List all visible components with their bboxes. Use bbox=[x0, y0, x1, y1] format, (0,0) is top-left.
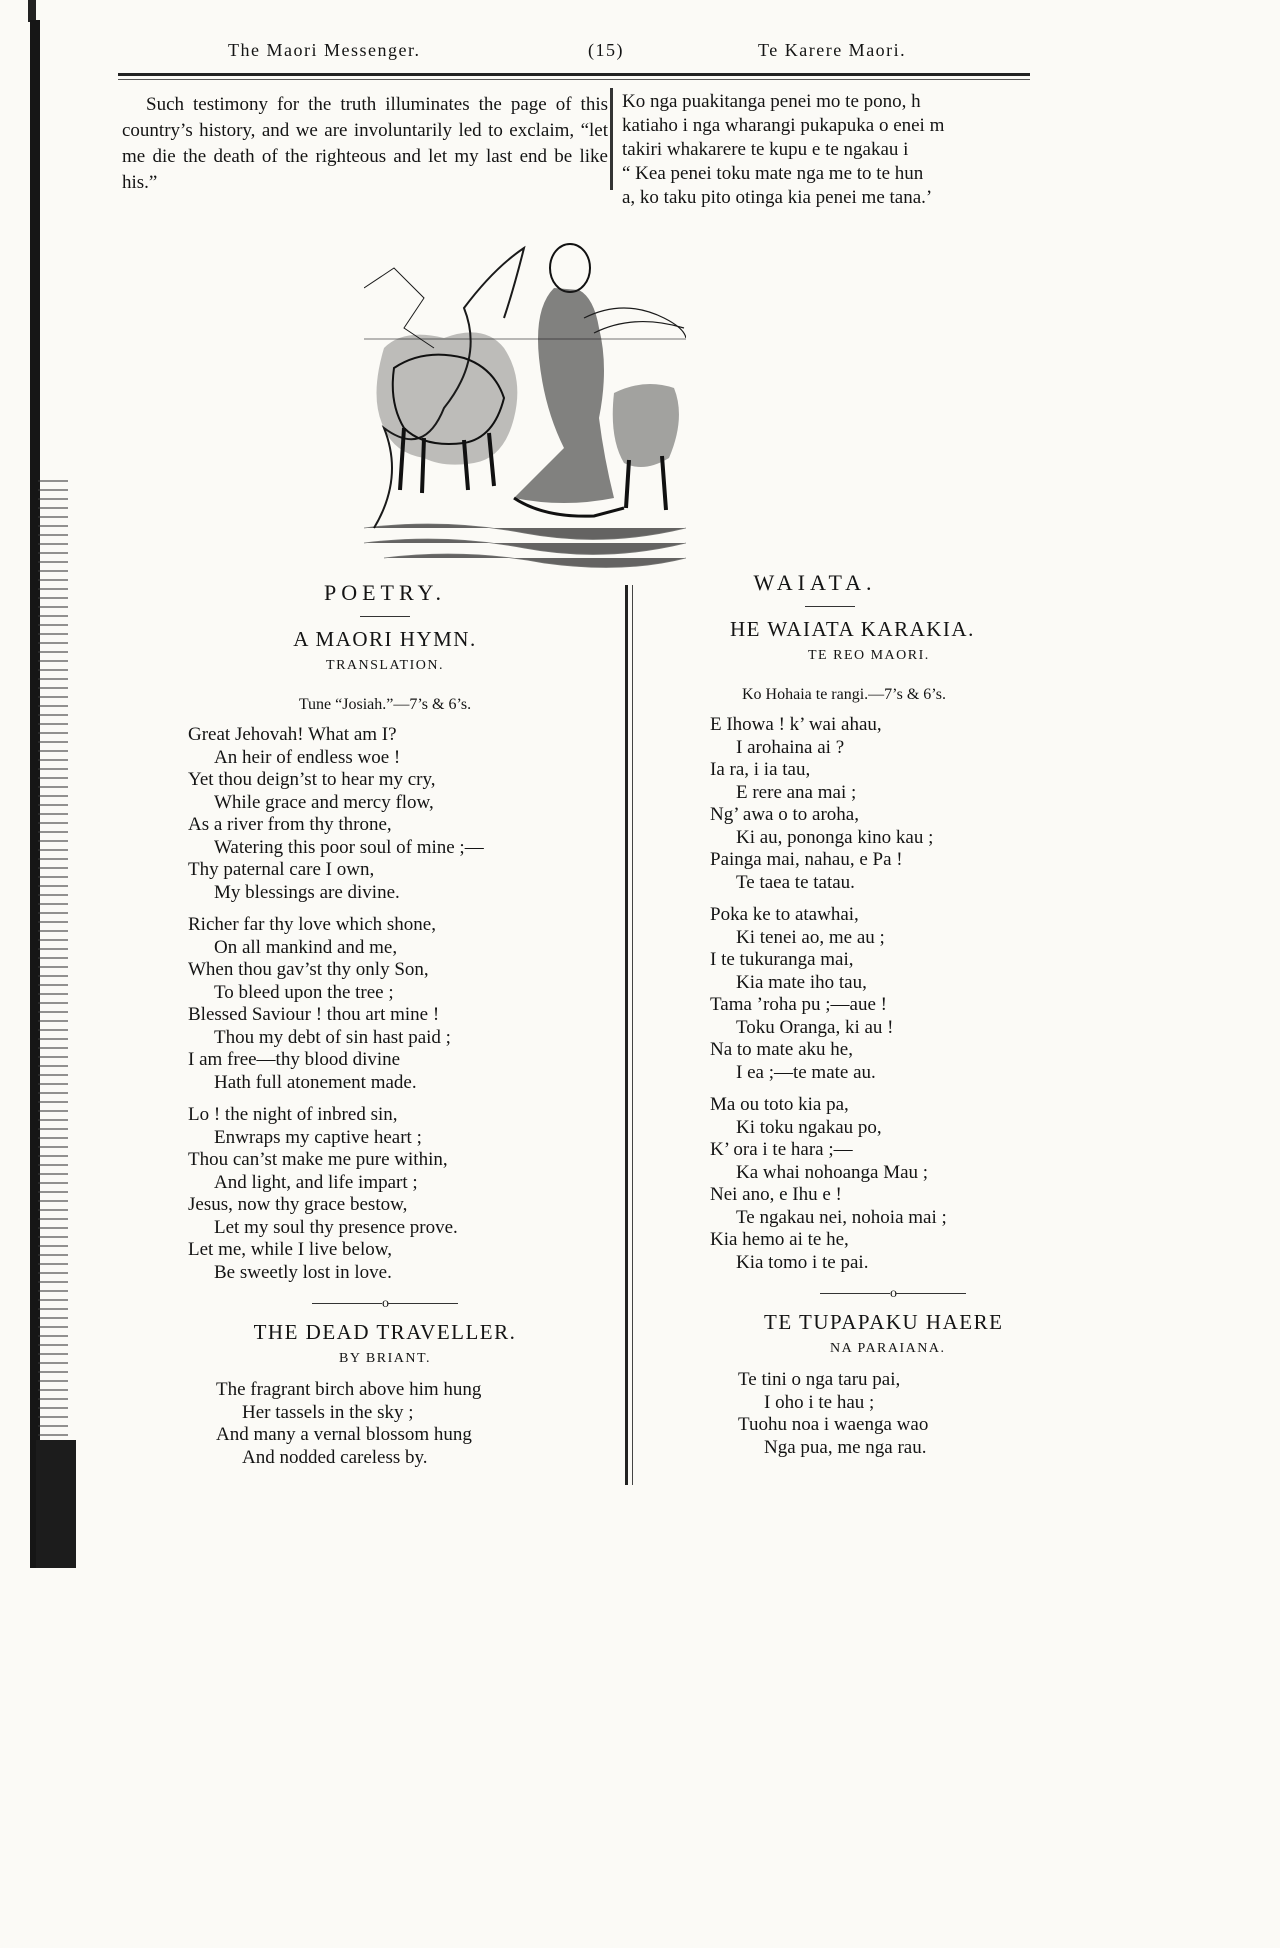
verse-line: To bleed upon the tree ; bbox=[214, 981, 394, 1003]
verse-line: An heir of endless woe ! bbox=[214, 746, 401, 768]
verse-line: Kia mate iho tau, bbox=[736, 971, 867, 993]
verse-line: Poka ke to atawhai, bbox=[710, 904, 859, 925]
verse-line: When thou gav’st thy only Son, bbox=[188, 959, 429, 980]
header-rule-thin bbox=[118, 79, 1030, 80]
poem-line: And many a vernal blossom hung bbox=[216, 1424, 472, 1445]
header-english-title: The Maori Messenger. bbox=[228, 40, 421, 60]
verse-line: I am free—thy blood divine bbox=[188, 1049, 401, 1070]
stanza bbox=[710, 904, 1030, 1084]
page-binding-edge bbox=[0, 0, 68, 1568]
hymn-subtitle-english: TRANSLATION. bbox=[326, 658, 444, 673]
verse-line: Kia hemo ai te he, bbox=[710, 1229, 849, 1250]
verse-line: Painga mai, nahau, e Pa ! bbox=[710, 849, 903, 870]
verse-line: Te ngakau nei, nohoia mai ; bbox=[736, 1206, 947, 1228]
verse-line: Nei ano, e Ihu e ! bbox=[710, 1184, 842, 1205]
stanza bbox=[188, 724, 610, 904]
verse-line: Tama ’roha pu ;—aue ! bbox=[710, 994, 887, 1015]
verse-line: I arohaina ai ? bbox=[736, 736, 845, 758]
verse-line: Thou my debt of sin hast paid ; bbox=[214, 1026, 451, 1048]
poem-line: I oho i te hau ; bbox=[764, 1391, 875, 1413]
running-header bbox=[120, 40, 1030, 72]
stanza bbox=[216, 1379, 610, 1469]
verse-line: Toku Oranga, ki au ! bbox=[736, 1016, 894, 1038]
verse-line: Kia tomo i te pai. bbox=[736, 1251, 869, 1273]
stanza bbox=[710, 1094, 1030, 1274]
verse-line: While grace and mercy flow, bbox=[214, 791, 434, 813]
short-rule bbox=[360, 616, 410, 617]
verse-line: E Ihowa ! k’ wai ahau, bbox=[710, 714, 882, 735]
hymn-title-maori: HE WAIATA KARAKIA. bbox=[730, 617, 975, 641]
verse-line: Te taea te tatau. bbox=[736, 871, 855, 893]
poem-line: And nodded careless by. bbox=[242, 1446, 428, 1468]
stanza bbox=[188, 1104, 610, 1284]
verse-line: I ea ;—te mate au. bbox=[736, 1061, 876, 1083]
verse-line: Let my soul thy presence prove. bbox=[214, 1216, 458, 1238]
verse-line: E rere ana mai ; bbox=[736, 781, 857, 803]
verse-line: Let me, while I live below, bbox=[188, 1239, 393, 1260]
verse-line: Enwraps my captive heart ; bbox=[214, 1126, 422, 1148]
poem-byline-maori: NA PARAIANA. bbox=[830, 1341, 946, 1356]
verse-line: Watering this poor soul of mine ;— bbox=[214, 836, 484, 858]
poem-lines-maori bbox=[738, 1369, 1030, 1459]
intro-paragraph-english: Such testimony for the truth illuminates the page of this country’s history, and we are involuntarily led to exclaim, “let me die the death of the righteous and let my last end be like his.” bbox=[122, 94, 608, 193]
verse-line: Hath full atonement made. bbox=[214, 1071, 417, 1093]
verse-line: Be sweetly lost in love. bbox=[214, 1261, 392, 1283]
verse-line: And light, and life impart ; bbox=[214, 1171, 418, 1193]
poem-line: The fragrant birch above him hung bbox=[216, 1379, 482, 1400]
column-divider-top bbox=[610, 88, 613, 190]
verse-line: Thy paternal care I own, bbox=[188, 859, 375, 880]
column-divider bbox=[625, 585, 628, 1485]
verse-line: On all mankind and me, bbox=[214, 936, 398, 958]
hymn-verses-english bbox=[188, 724, 610, 1284]
verse-line: I te tukuranga mai, bbox=[710, 949, 854, 970]
short-rule bbox=[805, 606, 855, 607]
intro-maori-line: takiri whakarere te kupu e te ngakau i bbox=[622, 139, 909, 160]
verse-line: Ka whai nohoanga Mau ; bbox=[736, 1161, 929, 1183]
verse-line: Great Jehovah! What am I? bbox=[188, 724, 397, 745]
hymn-title-english: A MAORI HYMN. bbox=[293, 627, 477, 651]
hymn-subtitle-maori: TE REO MAORI. bbox=[808, 648, 930, 663]
separator-maori: o bbox=[820, 1286, 1030, 1302]
verse-line: As a river from thy throne, bbox=[188, 814, 392, 835]
stanza bbox=[738, 1369, 1030, 1459]
intro-maori-line: a, ko taku pito otinga kia penei me tana.’ bbox=[622, 187, 933, 208]
intro-paragraph-maori bbox=[622, 90, 1030, 210]
verse-line: Ki au, pononga kino kau ; bbox=[736, 826, 934, 848]
engraving-kneeling-man-with-sheep bbox=[364, 228, 686, 574]
poem-line: Tuohu noa i waenga wao bbox=[738, 1414, 929, 1435]
intro-maori-line: Ko nga puakitanga penei mo te pono, h bbox=[622, 91, 921, 112]
intro-maori-line: “ Kea penei toku mate nga me to te hun bbox=[622, 163, 924, 184]
maori-column bbox=[690, 570, 1030, 1469]
verse-line: Richer far thy love which shone, bbox=[188, 914, 436, 935]
verse-line: K’ ora i te hara ;— bbox=[710, 1139, 853, 1160]
verse-line: Thou can’st make me pure within, bbox=[188, 1149, 448, 1170]
separator-english: o bbox=[160, 1296, 610, 1312]
verse-line: My blessings are divine. bbox=[214, 881, 400, 903]
verse-line: Jesus, now thy grace bestow, bbox=[188, 1194, 408, 1215]
poem-line: Te tini o nga taru pai, bbox=[738, 1369, 901, 1390]
section-heading-waiata: WAIATA. bbox=[753, 570, 877, 595]
column-divider-thin bbox=[632, 585, 633, 1485]
poem-title-maori: TE TUPAPAKU HAERE bbox=[764, 1310, 1004, 1334]
poem-line: Her tassels in the sky ; bbox=[242, 1401, 414, 1423]
poem-title-english: THE DEAD TRAVELLER. bbox=[253, 1320, 517, 1344]
intro-maori-line: katiaho i nga wharangi pukapuka o enei m bbox=[622, 115, 945, 136]
header-rule bbox=[118, 73, 1030, 76]
english-column bbox=[160, 580, 610, 1479]
verse-line: Ma ou toto kia pa, bbox=[710, 1094, 849, 1115]
poem-lines-english bbox=[216, 1379, 610, 1469]
stanza bbox=[710, 714, 1030, 894]
verse-line: Ki tenei ao, me au ; bbox=[736, 926, 885, 948]
hymn-verses-maori bbox=[710, 714, 1030, 1274]
verse-line: Blessed Saviour ! thou art mine ! bbox=[188, 1004, 440, 1025]
verse-line: Ng’ awa o to aroha, bbox=[710, 804, 859, 825]
verse-line: Ia ra, i ia tau, bbox=[710, 759, 811, 780]
stanza bbox=[188, 914, 610, 1094]
poem-byline-english: BY BRIANT. bbox=[339, 1351, 431, 1366]
verse-line: Na to mate aku he, bbox=[710, 1039, 853, 1060]
tune-line-english: Tune “Josiah.”—7’s & 6’s. bbox=[298, 696, 472, 713]
poem-line: Nga pua, me nga rau. bbox=[764, 1436, 927, 1458]
section-heading-poetry: POETRY. bbox=[323, 580, 446, 605]
verse-line: Yet thou deign’st to hear my cry, bbox=[188, 769, 436, 790]
page-number: (15) bbox=[588, 40, 624, 60]
verse-line: Lo ! the night of inbred sin, bbox=[188, 1104, 398, 1125]
header-maori-title: Te Karere Maori. bbox=[758, 40, 907, 60]
verse-line: Ki toku ngakau po, bbox=[736, 1116, 882, 1138]
tune-line-maori: Ko Hohaia te rangi.—7’s & 6’s. bbox=[742, 686, 946, 703]
